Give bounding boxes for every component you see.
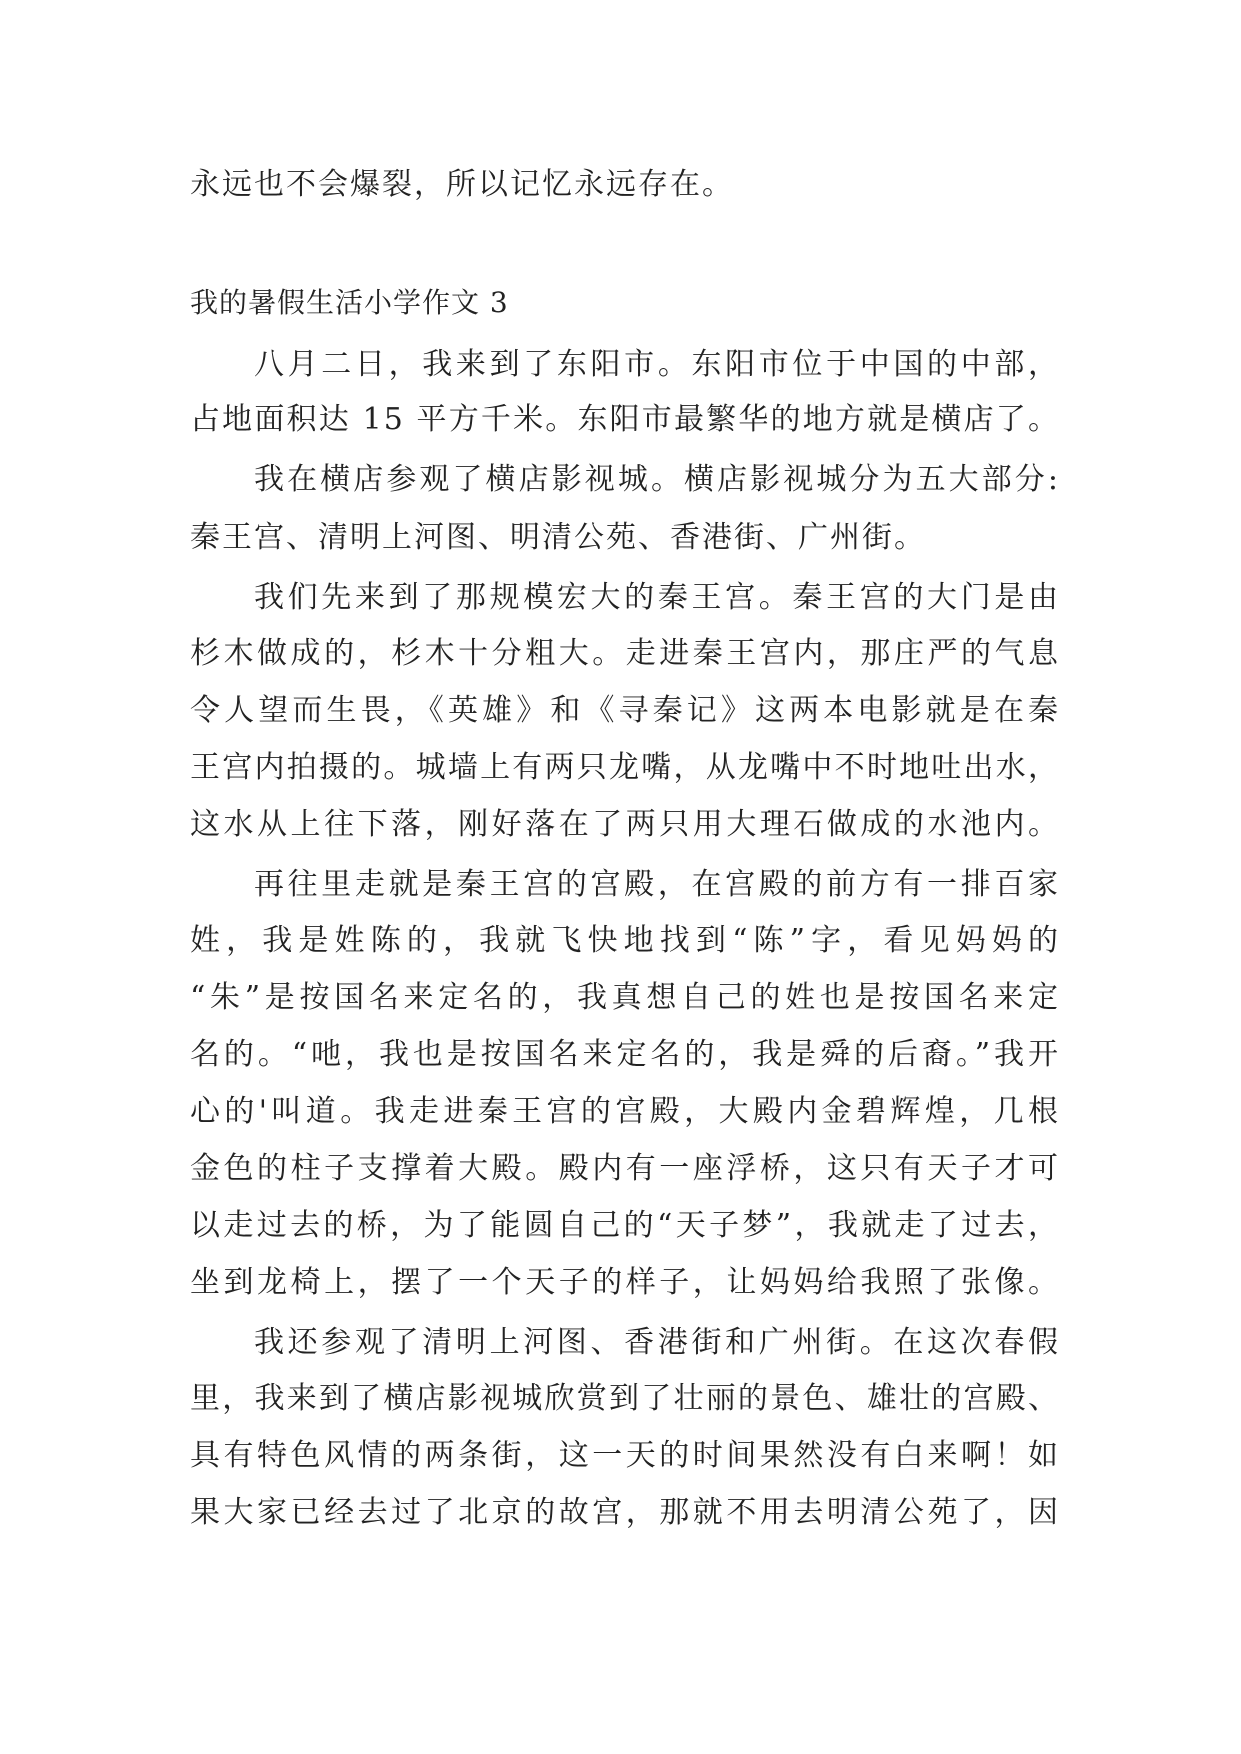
paragraph-line: 名的。“吔，我也是按国名来定名的，我是舜的后裔。”我开 bbox=[190, 1037, 1060, 1072]
paragraph-line: 我还参观了清明上河图、香港街和广州街。在这次春假 bbox=[254, 1325, 1060, 1360]
paragraph-line: 这水从上往下落，刚好落在了两只用大理石做成的水池内。 bbox=[190, 807, 1060, 842]
document-page bbox=[190, 0, 1060, 1754]
paragraph-line: 金色的柱子支撑着大殿。殿内有一座浮桥，这只有天子才可 bbox=[190, 1151, 1060, 1186]
paragraph-line: 我们先来到了那规模宏大的秦王宫。秦王宫的大门是由 bbox=[254, 580, 1060, 615]
paragraph-line: 以走过去的桥，为了能圆自己的“天子梦”，我就走了过去， bbox=[190, 1208, 1060, 1243]
paragraph-line: 我在横店参观了横店影视城。横店影视城分为五大部分: bbox=[254, 462, 1060, 497]
paragraph-line: 姓，我是姓陈的，我就飞快地找到“陈”字，看见妈妈的 bbox=[190, 923, 1060, 958]
paragraph-line: 杉木做成的，杉木十分粗大。走进秦王宫内，那庄严的气息 bbox=[190, 636, 1060, 671]
section-heading: 我的暑假生活小学作文 3 bbox=[190, 286, 509, 319]
paragraph-line: “朱”是按国名来定名的，我真想自己的姓也是按国名来定 bbox=[190, 980, 1060, 1015]
paragraph-line: 坐到龙椅上，摆了一个天子的样子，让妈妈给我照了张像。 bbox=[190, 1265, 1060, 1300]
paragraph-line: 秦王宫、清明上河图、明清公苑、香港街、广州街。 bbox=[190, 520, 926, 555]
paragraph-line: 果大家已经去过了北京的故宫，那就不用去明清公苑了，因 bbox=[190, 1495, 1060, 1530]
paragraph-line: 王宫内拍摄的。城墙上有两只龙嘴，从龙嘴中不时地吐出水， bbox=[190, 750, 1060, 785]
paragraph-line: 里，我来到了横店影视城欣赏到了壮丽的景色、雄壮的宫殿、 bbox=[190, 1381, 1060, 1416]
paragraph-line: 再往里走就是秦王宫的宫殿，在宫殿的前方有一排百家 bbox=[254, 867, 1060, 902]
paragraph-line: 永远也不会爆裂，所以记忆永远存在。 bbox=[190, 167, 734, 202]
paragraph-line: 八月二日，我来到了东阳市。东阳市位于中国的中部， bbox=[254, 347, 1060, 382]
paragraph-line: 占地面积达 15 平方千米。东阳市最繁华的地方就是横店了。 bbox=[190, 402, 1060, 437]
paragraph-line: 具有特色风情的两条街，这一天的时间果然没有白来啊！如 bbox=[190, 1438, 1060, 1473]
paragraph-line: 令人望而生畏，《英雄》和《寻秦记》这两本电影就是在秦 bbox=[190, 693, 1060, 728]
paragraph-line: 心的'叫道。我走进秦王宫的宫殿，大殿内金碧辉煌，几根 bbox=[190, 1094, 1060, 1129]
